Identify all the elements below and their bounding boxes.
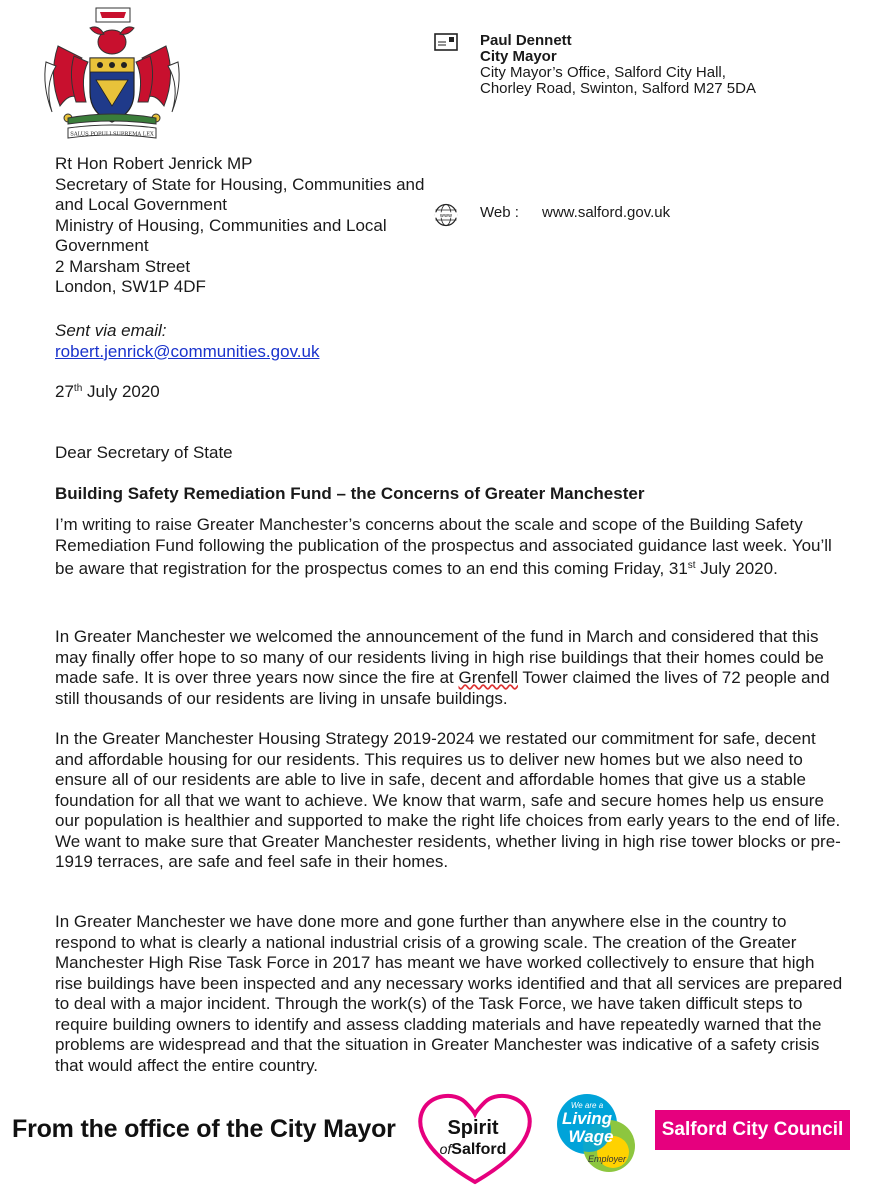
web-line <box>480 204 670 221</box>
spirit-of-salford-logo <box>413 1090 537 1186</box>
addressee-line: London, SW1P 4DF <box>55 277 206 296</box>
paragraph-2-text-end: Tower claimed the lives of 72 people and still thousands of our residents are living in unsafe buildings. <box>55 668 830 708</box>
living-wage-logo <box>543 1090 647 1178</box>
addressee-line: 2 Marsham Street <box>55 256 191 276</box>
paragraph-2-text: In Greater Manchester we welcomed the announcement of the fund in March and considered that this may finally offer hope to so many of our residents living in high rise buildings that their homes could be made safe. It is over three years now since the fire at <box>55 627 824 687</box>
date-day: 27 <box>55 382 74 401</box>
globe-icon <box>434 203 458 227</box>
sent-via-label: Sent via email: <box>55 321 167 340</box>
salford-city-council-logo: Salford City Council <box>655 1110 850 1150</box>
spirit-salford-word: Salford <box>451 1141 507 1158</box>
envelope-icon <box>434 33 458 51</box>
sender-address-line1: City Mayor’s Office, Salford City Hall, <box>480 64 726 81</box>
addressee-line: and Local Government <box>55 195 227 214</box>
spellcheck-word: Grenfell <box>458 668 518 687</box>
sent-via-block <box>55 321 319 362</box>
svg-text:ofSalford <box>440 1141 507 1158</box>
salutation: Dear Secretary of State <box>55 443 233 462</box>
salford-coat-of-arms-logo <box>38 6 186 142</box>
crest-motto: SALUS POPULI SUPREMA LEX <box>70 131 154 138</box>
lw-line1: We are a <box>570 1101 604 1110</box>
email-link[interactable]: robert.jenrick@communities.gov.uk <box>55 341 320 361</box>
letter-date <box>55 382 160 402</box>
sender-name: Paul Dennett <box>480 32 572 49</box>
spirit-word: Spirit <box>447 1117 499 1139</box>
web-url[interactable]: www.salford.gov.uk <box>542 204 671 221</box>
addressee-line: Secretary of State for Housing, Communities and <box>55 174 425 194</box>
paragraph-1-text-end: July 2020. <box>695 559 778 578</box>
paragraph-1 <box>55 515 845 580</box>
subject-heading: Building Safety Remediation Fund – the Concerns of Greater Manchester <box>55 484 645 503</box>
web-label: Web : <box>480 204 519 221</box>
sender-block <box>480 33 756 97</box>
lw-line4: Employer <box>587 1154 627 1164</box>
sender-title: City Mayor <box>480 48 557 65</box>
svg-text:www: www <box>439 212 453 219</box>
addressee-block <box>55 154 424 298</box>
footer-office-text: From the office of the City Mayor <box>12 1115 396 1143</box>
lw-line2: Living <box>561 1109 613 1128</box>
date-rest: July 2020 <box>82 382 160 401</box>
lw-line3: Wage <box>568 1127 614 1146</box>
paragraph-2 <box>55 627 845 709</box>
addressee-line: Ministry of Housing, Communities and Local <box>55 215 387 235</box>
addressee-line: Rt Hon Robert Jenrick MP <box>55 154 253 173</box>
paragraph-1-text: I’m writing to raise Greater Manchester’s concerns about the scale and scope of the Building Safety Remediation Fund following the publication of the prospectus and associated guidance last week. You’ll be aware that registration for the prospectus comes to an end this coming Friday, 31 <box>55 515 832 578</box>
paragraph-4: In Greater Manchester we have done more and gone further than anywhere else in the country to respond to what is clearly a national industrial crisis of a growing scale. The creation of the Greater Manchester High Rise Task Force in 2017 has meant we have worked collectively to ensure that high rise buildings have been inspected and any necessary works identified and that all services are prepared to deal with a major incident. Through the work(s) of the Task Force, we have taken difficult steps to require building owners to identify and assess cladding materials and have repeatedly warned that the problems are widespread and that the situation in Greater Manchester was indicative of a safety crisis that would affect the entire country. <box>55 912 843 1075</box>
paragraph-3: In the Greater Manchester Housing Strategy 2019-2024 we restated our commitment for safe, decent and affordable housing for our residents. This requires us to deliver new homes but we also need to ensure all of our residents are able to live in safe, decent and affordable homes that give us a stable foundation for all that we want to achieve. We know that warm, safe and secure homes help us ensure our population is healthier and supported to make the right life choices from early years to the end of life. We want to make sure that Greater Manchester residents, whether living in high rise tower blocks or pre-1919 terraces, are safe and feel safe in their homes. <box>55 729 841 871</box>
sender-address-line2: Chorley Road, Swinton, Salford M27 5DA <box>480 80 756 97</box>
paragraph-1-sup: st <box>687 560 696 571</box>
addressee-line: Government <box>55 236 149 255</box>
spirit-of-word: of <box>439 1141 452 1157</box>
date-suffix: th <box>73 383 83 394</box>
